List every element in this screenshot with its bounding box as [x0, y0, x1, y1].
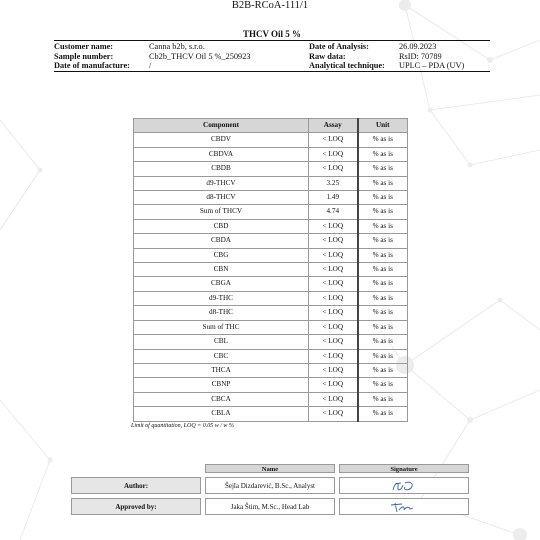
unit-cell: % as is	[358, 349, 408, 363]
unit-cell: % as is	[358, 378, 408, 392]
unit-header: Unit	[358, 119, 408, 133]
component-cell: CBD	[134, 219, 309, 233]
assay-cell: 1.49	[309, 191, 358, 205]
table-row	[134, 219, 408, 233]
table-row	[134, 162, 408, 176]
table-row	[134, 291, 408, 305]
info-row	[54, 61, 490, 71]
table-row	[134, 335, 408, 349]
component-cell: CBL	[134, 335, 309, 349]
technique-label: Analytical technique:	[309, 61, 385, 70]
table-row	[134, 392, 408, 406]
product-title: THCV Oil 5 %	[54, 28, 490, 41]
component-cell: THCA	[134, 363, 309, 377]
analysis-date-label: Date of Analysis:	[309, 42, 369, 51]
assay-cell: < LOQ	[309, 162, 358, 176]
component-cell: CBDV	[134, 133, 309, 147]
manufacture-date-value: /	[149, 61, 152, 70]
component-cell: d9-THCV	[134, 176, 309, 190]
table-row	[134, 306, 408, 320]
table-row	[134, 263, 408, 277]
table-row	[134, 320, 408, 334]
unit-cell: % as is	[358, 320, 408, 334]
assay-cell: < LOQ	[309, 248, 358, 262]
component-cell: CBCA	[134, 392, 309, 406]
unit-cell: % as is	[358, 191, 408, 205]
unit-cell: % as is	[358, 335, 408, 349]
unit-cell: % as is	[358, 277, 408, 291]
assay-cell: < LOQ	[309, 219, 358, 233]
component-cell: CBDB	[134, 162, 309, 176]
unit-cell: % as is	[358, 162, 408, 176]
component-cell: CBN	[134, 263, 309, 277]
table-row	[134, 176, 408, 190]
unit-cell: % as is	[358, 291, 408, 305]
component-cell: Sum of THC	[134, 320, 309, 334]
table-row	[134, 378, 408, 392]
unit-cell: % as is	[358, 306, 408, 320]
unit-cell: % as is	[358, 205, 408, 219]
customer-value: Canna b2b, s.r.o.	[149, 42, 205, 51]
name-header: Name	[205, 464, 335, 473]
unit-cell: % as is	[358, 133, 408, 147]
component-cell: Sum of THCV	[134, 205, 309, 219]
table-row	[134, 248, 408, 262]
table-row	[134, 205, 408, 219]
sample-number-value: Cb2b_THCV Oil 5 %_250923	[149, 51, 251, 61]
unit-cell: % as is	[358, 219, 408, 233]
assay-cell: < LOQ	[309, 263, 358, 277]
component-cell: CBG	[134, 248, 309, 262]
assay-cell: < LOQ	[309, 291, 358, 305]
assay-header: Assay	[309, 119, 358, 133]
info-divider	[54, 71, 490, 72]
unit-cell: % as is	[358, 248, 408, 262]
assay-cell: < LOQ	[309, 320, 358, 334]
author-name: Šejla Dizdarević, B.Sc., Analyst	[205, 477, 335, 494]
assay-cell: < LOQ	[309, 306, 358, 320]
assay-cell: 4.74	[309, 205, 358, 219]
unit-cell: % as is	[358, 407, 408, 421]
document-code: B2B-RCoA-111/1	[231, 0, 309, 11]
unit-cell: % as is	[358, 234, 408, 248]
author-signature-icon	[375, 479, 435, 494]
component-cell: d8-THC	[134, 306, 309, 320]
table-row	[134, 133, 408, 147]
results-header-row	[134, 119, 408, 133]
customer-label: Customer name:	[54, 42, 114, 51]
approved-name: Jaka Štim, M.Sc., Head Lab	[205, 498, 335, 515]
assay-cell: < LOQ	[309, 234, 358, 248]
approved-signature-cell	[339, 498, 469, 515]
unit-cell: % as is	[358, 263, 408, 277]
assay-cell: < LOQ	[309, 147, 358, 161]
component-header: Component	[134, 119, 309, 133]
raw-data-label: Raw data:	[309, 51, 346, 61]
component-cell: CBNP	[134, 378, 309, 392]
author-signature-cell	[339, 477, 469, 494]
sample-number-label: Sample number:	[54, 51, 114, 61]
assay-cell: < LOQ	[309, 407, 358, 421]
table-row	[134, 191, 408, 205]
assay-cell: < LOQ	[309, 335, 358, 349]
signature-header: Signature	[339, 464, 469, 473]
component-cell: CBDVA	[134, 147, 309, 161]
loq-note: Limit of quantitation, LOQ = 0.05 w / w %	[131, 423, 234, 429]
component-cell: CBDA	[134, 234, 309, 248]
author-label: Author:	[71, 477, 201, 494]
approved-signature-icon	[375, 500, 435, 515]
results-body	[134, 133, 408, 421]
table-row	[134, 147, 408, 161]
assay-cell: < LOQ	[309, 378, 358, 392]
component-cell: CBC	[134, 349, 309, 363]
analysis-date-value: 26.09.2023	[399, 42, 437, 51]
assay-cell: < LOQ	[309, 349, 358, 363]
unit-cell: % as is	[358, 392, 408, 406]
assay-cell: < LOQ	[309, 277, 358, 291]
table-row	[134, 277, 408, 291]
component-cell: CBGA	[134, 277, 309, 291]
sample-info-block	[54, 42, 490, 71]
unit-cell: % as is	[358, 176, 408, 190]
table-row	[134, 349, 408, 363]
assay-cell: < LOQ	[309, 392, 358, 406]
assay-cell: 3.25	[309, 176, 358, 190]
table-row	[134, 363, 408, 377]
component-cell: CBLA	[134, 407, 309, 421]
info-row	[54, 52, 490, 62]
component-cell: d8-THCV	[134, 191, 309, 205]
results-table	[133, 118, 408, 422]
info-row	[54, 42, 490, 52]
unit-cell: % as is	[358, 147, 408, 161]
unit-cell: % as is	[358, 363, 408, 377]
table-row	[134, 234, 408, 248]
technique-value: UPLC – PDA (UV)	[399, 61, 465, 70]
table-row	[134, 407, 408, 421]
approved-label: Approved by:	[71, 498, 201, 515]
manufacture-date-label: Date of manufacture:	[54, 61, 130, 70]
component-cell: d9-THC	[134, 291, 309, 305]
assay-cell: < LOQ	[309, 363, 358, 377]
assay-cell: < LOQ	[309, 133, 358, 147]
raw-data-value: RsID: 70789	[399, 51, 442, 61]
